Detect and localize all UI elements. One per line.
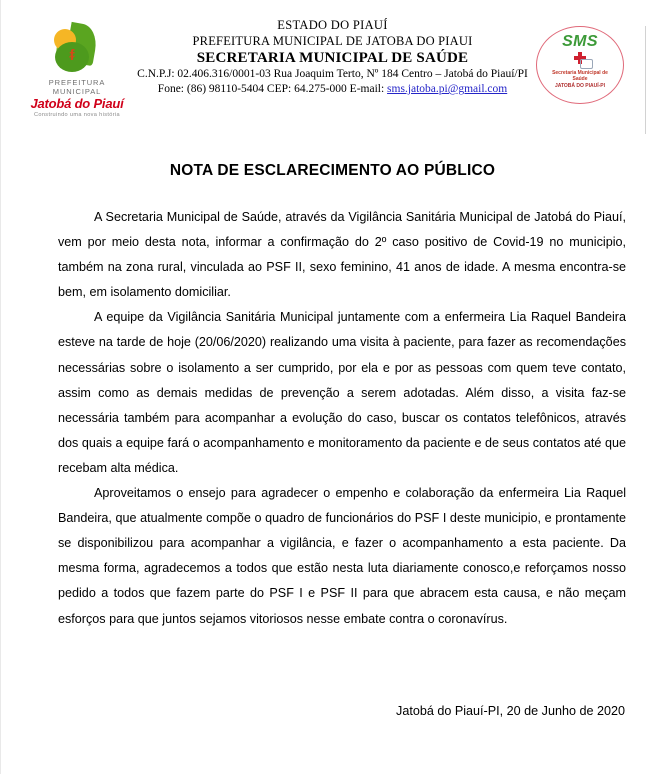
header-contact: [61, 82, 604, 97]
hand-icon: [580, 59, 593, 69]
sms-seal-logo: [536, 26, 628, 106]
emblem-mark: ᵮ: [69, 47, 75, 64]
paragraph-3: Aproveitamos o ensejo para agradecer o empenho e colaboração da enfermeira Lia Raquel Bandeira, que atualmente compõe o quadro de funcionários do PSF I deste municipio, e prontamente se disponibilizou para acompanhar a vigilância, e fazer o acompanhamento a esta paciente. Da mesma forma, agradecemos a todos que estão nesta luta diariamente conosco,e reforçamos nosso pedido a todos que fazem parte do PSF I e PSF II para que abracem esta causa, e não meçam esforços para que juntos sejamos vitoriosos nesse embate contra o coronavírus.: [58, 486, 626, 626]
header-department: SECRETARIA MUNICIPAL DE SAÚDE: [196, 50, 469, 66]
paragraph-1: A Secretaria Municipal de Saúde, através da Vigilância Sanitária Municipal de Jatobá do Piauí, vem por meio desta nota, informar a confirmação do 2º caso positivo de Covid-19 no municipio, também na zona rural, vinculada ao PSF II, sexo feminino, 41 anos de idade. A mesma encontra-se bem, em isolamento domiciliar.: [58, 210, 626, 300]
document-title: NOTA DE ESCLARECIMENTO AO PÚBLICO: [169, 162, 496, 179]
header-state: ESTADO DO PIAUÍ: [277, 18, 388, 32]
header-contact-prefix: Fone: (86) 98110-5404 CEP: 64.275-000 E-mail:: [157, 83, 388, 95]
prefeitura-logo: [25, 24, 129, 118]
header-city-hall: PREFEITURA MUNICIPAL DE JATOBA DO PIAUI: [192, 33, 473, 48]
header-address: C.N.P.J: 02.406.316/0001-03 Rua Joaquim Terto, Nº 184 Centro – Jatobá do Piauí/PI: [137, 68, 528, 80]
closing-place-date: Jatobá do Piauí-PI, 20 de Junho de 2020: [396, 703, 625, 718]
header-divider-line: [645, 26, 646, 134]
document-body: [58, 180, 626, 632]
seal-caption: [536, 70, 624, 89]
prefeitura-emblem-icon: [42, 24, 112, 76]
prefeitura-logo-slogan: Construindo uma nova história: [33, 112, 121, 118]
document-header: [1, 0, 664, 126]
sms-acronym: SMS: [562, 33, 598, 50]
prefeitura-logo-line2: Jatobá do Piauí: [30, 96, 124, 111]
prefeitura-logo-line1: PREFEITURA MUNICIPAL: [48, 78, 106, 96]
paragraph-2: A equipe da Vigilância Sanitária Municipal juntamente com a enfermeira Lia Raquel Bandeira esteve na tarde de hoje (20/06/2020) realizando uma visita à paciente, para fazer as recomendações necessárias sobre o isolamento a ser cumprido, por ela e por as pessoas com quem teve contato, assim como as demais medidas de prevenção a serem adotadas. Além disso, a visita faz-se necessária também para acompanhar a evolução do caso, buscar os contatos telefônicos, através dos quais a equipe fará o acompanhamento e monitoramento da paciente e de seus contatos até que recebam alta médica.: [58, 310, 626, 475]
seal-caption-line2: Saúde: [572, 76, 588, 83]
seal-caption-line3: JATOBÁ DO PIAUÍ-PI: [554, 82, 606, 89]
seal-caption-line1: Secretaria Municipal de: [552, 70, 608, 76]
email-link[interactable]: sms.jatoba.pi@gmail.com: [387, 83, 508, 95]
